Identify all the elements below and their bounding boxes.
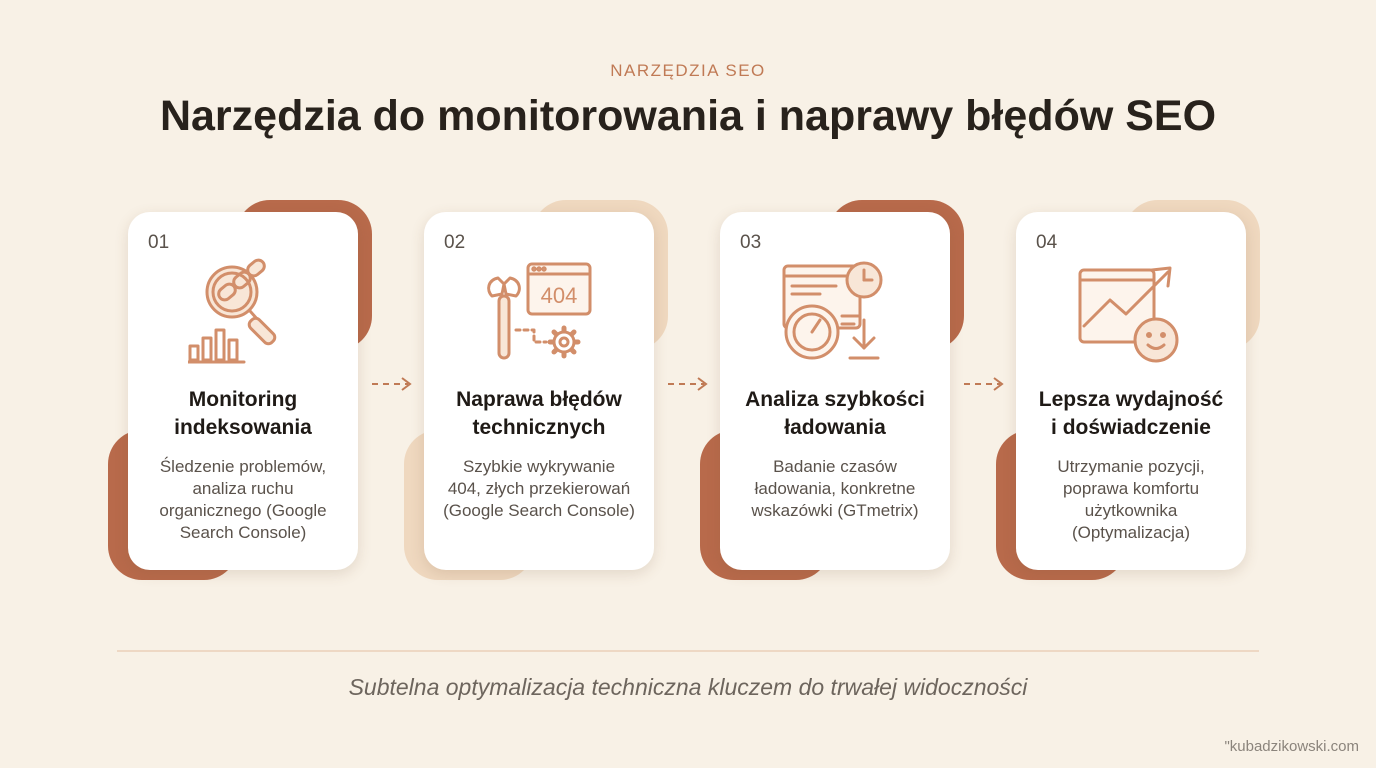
tagline: Subtelna optymalizacja techniczna kluczem do trwałej widoczności [348,674,1028,700]
card-body [424,212,654,570]
step-title-line: Lepsza wydajność [1038,388,1224,411]
dashed-arrow-icon [370,374,414,394]
step-number: 04 [1036,232,1058,253]
desc-line: Badanie czasów [773,457,897,476]
desc-line: Szybkie wykrywanie [462,457,616,476]
growth-chart-smiley-icon [1076,258,1186,368]
desc-line: analiza ruchu [192,479,294,498]
step-title-line: Analiza szybkości [745,388,925,411]
speedometer-clock-download-icon [780,258,890,368]
desc-line: Search Console) [179,523,307,542]
card-body [1016,212,1246,570]
desc-line: ładowania, konkretne [754,479,916,498]
eyebrow-label: NARZĘDZIA SEO [610,61,766,80]
step-number: 03 [740,232,762,253]
step-title [1024,386,1238,442]
credit-text: "kubadzikowski.com [1224,738,1359,755]
card-body [720,212,950,570]
desc-line: (Optymalizacja) [1071,523,1191,542]
dashed-arrow-icon [962,374,1006,394]
desc-line: Utrzymanie pozycji, [1057,457,1205,476]
step-title-line: Monitoring [188,388,298,411]
step-title [728,386,942,442]
desc-line: Śledzenie problemów, [159,457,327,476]
wrench-404-gear-icon [484,258,594,368]
step-card-3 [710,200,964,585]
desc-line: organicznego (Google [159,501,327,520]
step-number: 02 [444,232,466,253]
step-description [728,456,942,522]
step-title-line: i doświadczenie [1051,416,1211,439]
step-number: 01 [148,232,170,253]
step-title-line: Naprawa błędów [456,388,622,411]
step-description [136,456,350,544]
step-title-line: technicznych [472,416,606,439]
step-title-line: indeksowania [174,416,312,439]
step-card-2 [414,200,668,585]
desc-line: użytkownika [1084,501,1178,520]
step-description [1024,456,1238,544]
desc-line: 404, złych przekierowań [447,479,631,498]
desc-line: poprawa komfortu [1062,479,1200,498]
step-title-line: ładowania [784,416,886,439]
page-title: Narzędzia do monitorowania i naprawy błędów SEO [159,92,1217,140]
step-card-4 [1006,200,1260,585]
desc-line: wskazówki (GTmetrix) [751,501,919,520]
desc-line: (Google Search Console) [443,501,635,520]
divider [117,650,1259,652]
step-card-1 [118,200,372,585]
magnifier-chain-chart-icon [188,258,298,368]
icon-404-text: 404 [540,283,578,308]
step-description [432,456,646,522]
step-title [432,386,646,442]
card-body [128,212,358,570]
dashed-arrow-icon [666,374,710,394]
step-title [136,386,350,442]
